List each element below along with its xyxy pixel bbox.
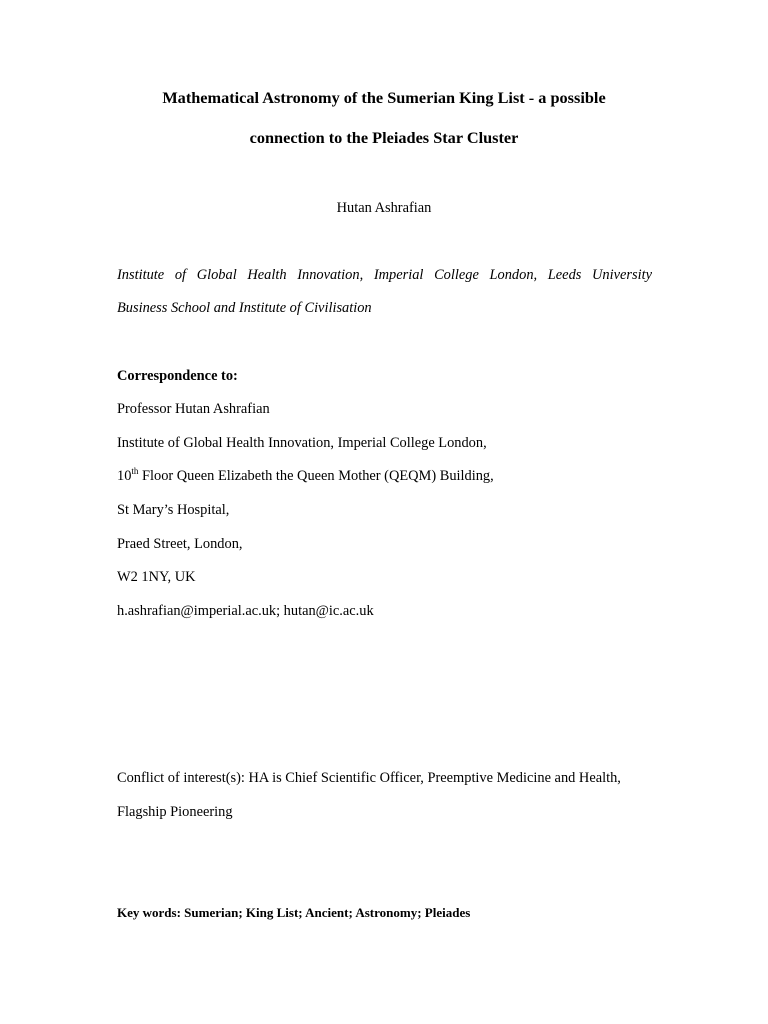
correspondence-postcode: W2 1NY, UK bbox=[117, 569, 196, 585]
author-name: Hutan Ashrafian bbox=[336, 200, 432, 216]
correspondence-building bbox=[117, 466, 494, 484]
keywords: Key words: Sumerian; King List; Ancient; Astronomy; Pleiades bbox=[117, 905, 471, 920]
floor-building: Floor Queen Elizabeth the Queen Mother (QEQM) Building, bbox=[138, 468, 494, 484]
correspondence-hospital: St Mary’s Hospital, bbox=[117, 502, 230, 518]
correspondence-name: Professor Hutan Ashrafian bbox=[117, 401, 270, 417]
correspondence-street: Praed Street, London, bbox=[117, 536, 243, 552]
paper-title-line-2: connection to the Pleiades Star Cluster bbox=[249, 128, 519, 147]
conflict-of-interest-line-1: Conflict of interest(s): HA is Chief Scientific Officer, Preemptive Medicine and Health, bbox=[117, 770, 621, 786]
correspondence-heading: Correspondence to: bbox=[117, 368, 238, 384]
floor-number: 10 bbox=[117, 468, 132, 484]
floor-ordinal: th bbox=[131, 466, 139, 477]
affiliation-line-1: Institute of Global Health Innovation, Imperial College London, Leeds University bbox=[117, 267, 652, 283]
correspondence-emails: h.ashrafian@imperial.ac.uk; hutan@ic.ac.uk bbox=[117, 603, 374, 619]
affiliation-line-2: Business School and Institute of Civilisation bbox=[117, 300, 372, 316]
paper-title-line-1: Mathematical Astronomy of the Sumerian King List - a possible bbox=[162, 88, 606, 107]
conflict-of-interest-line-2: Flagship Pioneering bbox=[117, 804, 233, 820]
correspondence-institute: Institute of Global Health Innovation, Imperial College London, bbox=[117, 435, 487, 451]
